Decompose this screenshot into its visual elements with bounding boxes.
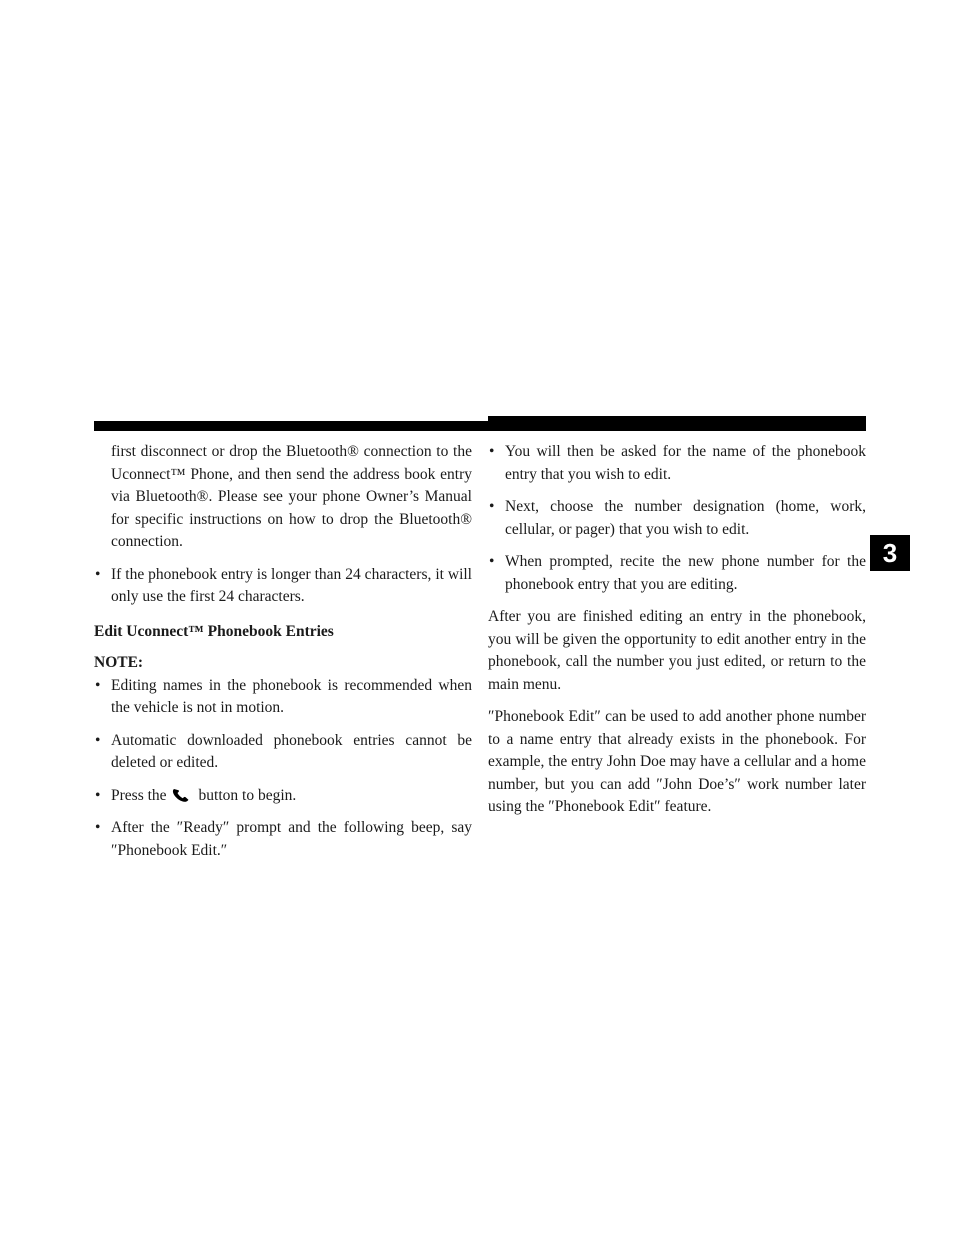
phone-handset-icon: [171, 787, 193, 803]
section-title: UNDERSTANDING THE FEATURES OF YOUR VEHICLE: [508, 418, 816, 430]
list-item: • You will then be asked for the name of the phonebook entry that you wish to edit.: [489, 443, 866, 483]
list-item: • Automatic downloaded phonebook entries cannot be deleted or edited.: [95, 731, 472, 771]
left-column: [94, 441, 472, 872]
page-number: 89: [823, 418, 837, 430]
bullet-list: [488, 441, 866, 596]
list-item: • Next, choose the number designation (home, work, cellular, or pager) that you wish to edit.: [489, 498, 866, 538]
continuation-paragraph: first disconnect or drop the Bluetooth® connection to the Uconnect™ Phone, and then send the address book entry via Bluetooth®. Please see your phone Owner’s Manual for specific instructions on how to drop the Bluetooth® connection.: [111, 443, 472, 550]
note-label: NOTE:: [94, 654, 144, 671]
header-rule-left: [94, 421, 488, 431]
bullet-list: [94, 564, 472, 609]
list-item: • Editing names in the phonebook is recommended when the vehicle is not in motion.: [95, 676, 472, 716]
section-heading: Edit Uconnect™ Phonebook Entries: [94, 622, 334, 640]
body-paragraph: After you are finished editing an entry in the phonebook, you will be given the opportunity to edit another entry in the phonebook, call the number you just edited, or return to the main menu.: [488, 608, 866, 693]
list-item: • Press the button to begin.: [95, 786, 297, 804]
chapter-tab: 3: [870, 535, 910, 571]
body-paragraph: ″Phonebook Edit″ can be used to add another phone number to a name entry that already exists in the phonebook. For example, the entry John Doe may have a cellular and a home number, but you can add ″John Doe’s″ work number later using the ″Phonebook Edit″ feature.: [488, 708, 866, 815]
list-item: • When prompted, recite the new phone number for the phonebook entry that you are editing.: [489, 553, 866, 593]
running-header: [508, 418, 837, 430]
note-list: [94, 675, 472, 863]
right-column: [488, 441, 866, 829]
list-item: • After the ″Ready″ prompt and the following beep, say ″Phonebook Edit.″: [95, 819, 472, 859]
list-item: • If the phonebook entry is longer than 24 characters, it will only use the first 24 characters.: [95, 565, 472, 605]
